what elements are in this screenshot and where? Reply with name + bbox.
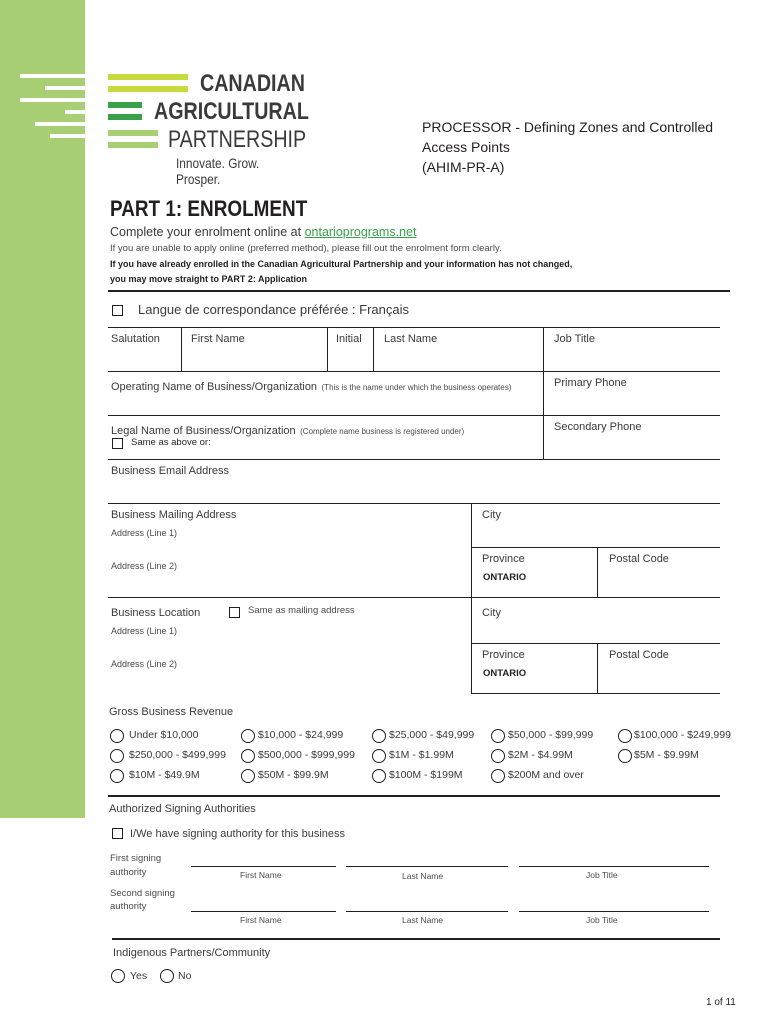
band-line bbox=[20, 74, 85, 78]
location-address-line1[interactable]: Address (Line 1) bbox=[111, 626, 178, 636]
last-name-label: Last Name bbox=[384, 333, 438, 345]
page-number: 1 of 11 bbox=[706, 997, 736, 1008]
ontarioprograms-link[interactable]: ontarioprograms.net bbox=[304, 225, 417, 239]
revenue-option-label: $500,000 - $999,999 bbox=[258, 749, 355, 761]
cell-divider bbox=[181, 327, 182, 371]
revenue-radio[interactable] bbox=[372, 749, 386, 763]
operating-name-note: (This is the name under which the business operates) bbox=[321, 383, 512, 392]
signing-authority-label: I/We have signing authority for this business bbox=[130, 828, 346, 840]
same-as-mailing-checkbox[interactable] bbox=[229, 607, 240, 618]
signing-authority-checkbox[interactable] bbox=[112, 828, 123, 839]
revenue-option-label: $10M - $49.9M bbox=[129, 769, 200, 781]
revenue-option-label: $1M - $1.99M bbox=[389, 749, 454, 761]
revenue-option-label: Under $10,000 bbox=[129, 729, 199, 741]
form-title-line2: Access Points bbox=[422, 139, 510, 155]
form-title bbox=[422, 117, 713, 177]
second-signing-label-line1: Second signing bbox=[110, 888, 175, 899]
mailing-province-label: Province bbox=[482, 553, 525, 565]
intro-prefix: Complete your enrolment online at bbox=[110, 225, 305, 239]
revenue-option-label: $2M - $4.99M bbox=[508, 749, 573, 761]
operating-name-field[interactable] bbox=[111, 377, 511, 395]
cell-divider bbox=[327, 327, 328, 371]
legal-name-note: (Complete name business is registered under) bbox=[300, 427, 465, 436]
revenue-radio[interactable] bbox=[241, 729, 255, 743]
logo-bar-light bbox=[108, 130, 158, 136]
logo-line3: PARTNERSHIP bbox=[168, 126, 307, 153]
revenue-radio[interactable] bbox=[618, 729, 632, 743]
first-signer-job-title-line[interactable] bbox=[519, 866, 709, 867]
revenue-radio[interactable] bbox=[491, 749, 505, 763]
same-as-mailing-label: Same as mailing address bbox=[248, 605, 355, 616]
revenue-radio[interactable] bbox=[372, 769, 386, 783]
location-province-value: ONTARIO bbox=[483, 668, 527, 679]
form-title-line1: PROCESSOR - Defining Zones and Controlled bbox=[422, 119, 714, 135]
logo-line2: AGRICULTURAL bbox=[154, 98, 309, 125]
second-signer-job-title-line[interactable] bbox=[519, 911, 709, 912]
primary-phone-label: Primary Phone bbox=[554, 377, 627, 389]
band-line bbox=[20, 98, 85, 102]
secondary-phone-label: Secondary Phone bbox=[554, 421, 642, 433]
french-pref-checkbox[interactable] bbox=[112, 305, 123, 316]
indigenous-no-radio[interactable] bbox=[160, 969, 174, 983]
band-line bbox=[45, 86, 85, 90]
operating-name-label: Operating Name of Business/Organization bbox=[111, 381, 318, 393]
divider bbox=[108, 290, 730, 292]
second-signing-label-line2: authority bbox=[110, 901, 147, 912]
divider bbox=[112, 938, 720, 940]
cell-divider bbox=[373, 327, 374, 371]
same-as-above-checkbox[interactable] bbox=[112, 438, 123, 449]
signing-heading: Authorized Signing Authorities bbox=[109, 803, 256, 815]
revenue-option-label: $5M - $9.99M bbox=[634, 749, 699, 761]
row-line bbox=[108, 459, 720, 460]
business-location-label: Business Location bbox=[111, 607, 201, 619]
indigenous-no-label: No bbox=[178, 970, 192, 982]
logo-tagline: Innovate. Grow. Prosper. bbox=[176, 155, 260, 187]
first-name-label: First Name bbox=[191, 333, 245, 345]
first-signing-label-line1: First signing bbox=[110, 853, 162, 864]
second-signer-last-name-line[interactable] bbox=[346, 911, 508, 912]
band-line bbox=[50, 134, 85, 138]
first-signer-job-title-caption: Job Title bbox=[586, 870, 618, 880]
divider bbox=[108, 795, 720, 797]
cell-divider bbox=[543, 327, 544, 459]
band-line bbox=[65, 110, 85, 114]
revenue-radio[interactable] bbox=[110, 749, 124, 763]
second-signer-last-name-caption: Last Name bbox=[402, 915, 444, 925]
row-line bbox=[108, 503, 720, 504]
cell-divider bbox=[471, 597, 472, 693]
revenue-radio[interactable] bbox=[618, 749, 632, 763]
second-signer-job-title-caption: Job Title bbox=[586, 915, 618, 925]
logo-line1: CANADIAN bbox=[200, 70, 305, 97]
logo-bar-green bbox=[108, 114, 142, 120]
row-line bbox=[108, 371, 720, 372]
revenue-radio[interactable] bbox=[491, 729, 505, 743]
side-band bbox=[0, 0, 85, 818]
row-line bbox=[471, 547, 720, 548]
mailing-city-label[interactable]: City bbox=[482, 509, 501, 521]
mailing-postal-code-label[interactable]: Postal Code bbox=[609, 553, 669, 565]
location-province-label: Province bbox=[482, 649, 525, 661]
logo-bar-green bbox=[108, 102, 142, 108]
row-line bbox=[108, 327, 720, 328]
mailing-province-value: ONTARIO bbox=[483, 572, 527, 583]
salutation-label: Salutation bbox=[111, 333, 160, 345]
indigenous-yes-radio[interactable] bbox=[111, 969, 125, 983]
revenue-option-label: $25,000 - $49,999 bbox=[389, 729, 475, 741]
location-city-label[interactable]: City bbox=[482, 607, 501, 619]
revenue-radio[interactable] bbox=[110, 729, 124, 743]
revenue-option-label: $100M - $199M bbox=[389, 769, 463, 781]
first-signing-label-line2: authority bbox=[110, 867, 147, 878]
form-title-line3: (AHIM-PR-A) bbox=[422, 159, 505, 175]
french-pref-label: Langue de correspondance préférée : Français bbox=[138, 302, 410, 317]
first-signer-first-name-line[interactable] bbox=[191, 866, 336, 867]
revenue-option-label: $10,000 - $24,999 bbox=[258, 729, 344, 741]
row-line bbox=[471, 643, 720, 644]
logo-bar-lime bbox=[108, 86, 188, 92]
revenue-option-label: $50,000 - $99,999 bbox=[508, 729, 594, 741]
mailing-address-line1[interactable]: Address (Line 1) bbox=[111, 528, 178, 538]
second-signer-first-name-line[interactable] bbox=[191, 911, 336, 912]
first-signer-first-name-caption: First Name bbox=[240, 870, 282, 880]
mailing-address-label: Business Mailing Address bbox=[111, 509, 237, 521]
revenue-option-label: $200M and over bbox=[508, 769, 584, 781]
revenue-radio[interactable] bbox=[372, 729, 386, 743]
row-line bbox=[108, 597, 720, 598]
location-address-line2[interactable]: Address (Line 2) bbox=[111, 659, 178, 669]
indigenous-heading: Indigenous Partners/Community bbox=[113, 947, 271, 959]
initial-label: Initial bbox=[336, 333, 362, 345]
row-line bbox=[108, 415, 720, 416]
already-enrolled-note-line1: If you have already enrolled in the Canadian Agricultural Partnership and your information has not changed, bbox=[110, 259, 573, 269]
second-signer-first-name-caption: First Name bbox=[240, 915, 282, 925]
first-signer-last-name-caption: Last Name bbox=[402, 871, 444, 881]
revenue-option-label: $250,000 - $499,999 bbox=[129, 749, 226, 761]
job-title-label: Job Title bbox=[554, 333, 595, 345]
mailing-address-line2[interactable]: Address (Line 2) bbox=[111, 561, 178, 571]
band-line bbox=[35, 122, 85, 126]
cell-divider bbox=[597, 547, 598, 597]
location-postal-code-label[interactable]: Postal Code bbox=[609, 649, 669, 661]
cell-divider bbox=[597, 643, 598, 693]
revenue-radio[interactable] bbox=[110, 769, 124, 783]
legal-name-label: Legal Name of Business/Organization bbox=[111, 425, 296, 437]
logo-bar-light bbox=[108, 142, 158, 148]
row-line bbox=[471, 693, 720, 694]
part1-heading: PART 1: ENROLMENT bbox=[110, 196, 308, 221]
revenue-radio[interactable] bbox=[241, 769, 255, 783]
enrolment-note: If you are unable to apply online (preferred method), please fill out the enrolment form clearly. bbox=[110, 243, 502, 254]
revenue-option-label: $100,000 - $249,999 bbox=[634, 729, 731, 741]
cell-divider bbox=[471, 503, 472, 597]
business-email-label[interactable]: Business Email Address bbox=[111, 465, 229, 477]
logo bbox=[108, 70, 318, 187]
revenue-radio[interactable] bbox=[241, 749, 255, 763]
logo-bar-lime bbox=[108, 74, 188, 80]
intro-line bbox=[110, 225, 416, 239]
indigenous-yes-label: Yes bbox=[130, 970, 148, 982]
same-as-above-label: Same as above or: bbox=[131, 437, 211, 448]
revenue-radio[interactable] bbox=[491, 769, 505, 783]
already-enrolled-note-line2: you may move straight to PART 2: Application bbox=[110, 274, 308, 284]
revenue-heading: Gross Business Revenue bbox=[109, 706, 234, 718]
first-signer-last-name-line[interactable] bbox=[346, 866, 508, 867]
revenue-option-label: $50M - $99.9M bbox=[258, 769, 329, 781]
